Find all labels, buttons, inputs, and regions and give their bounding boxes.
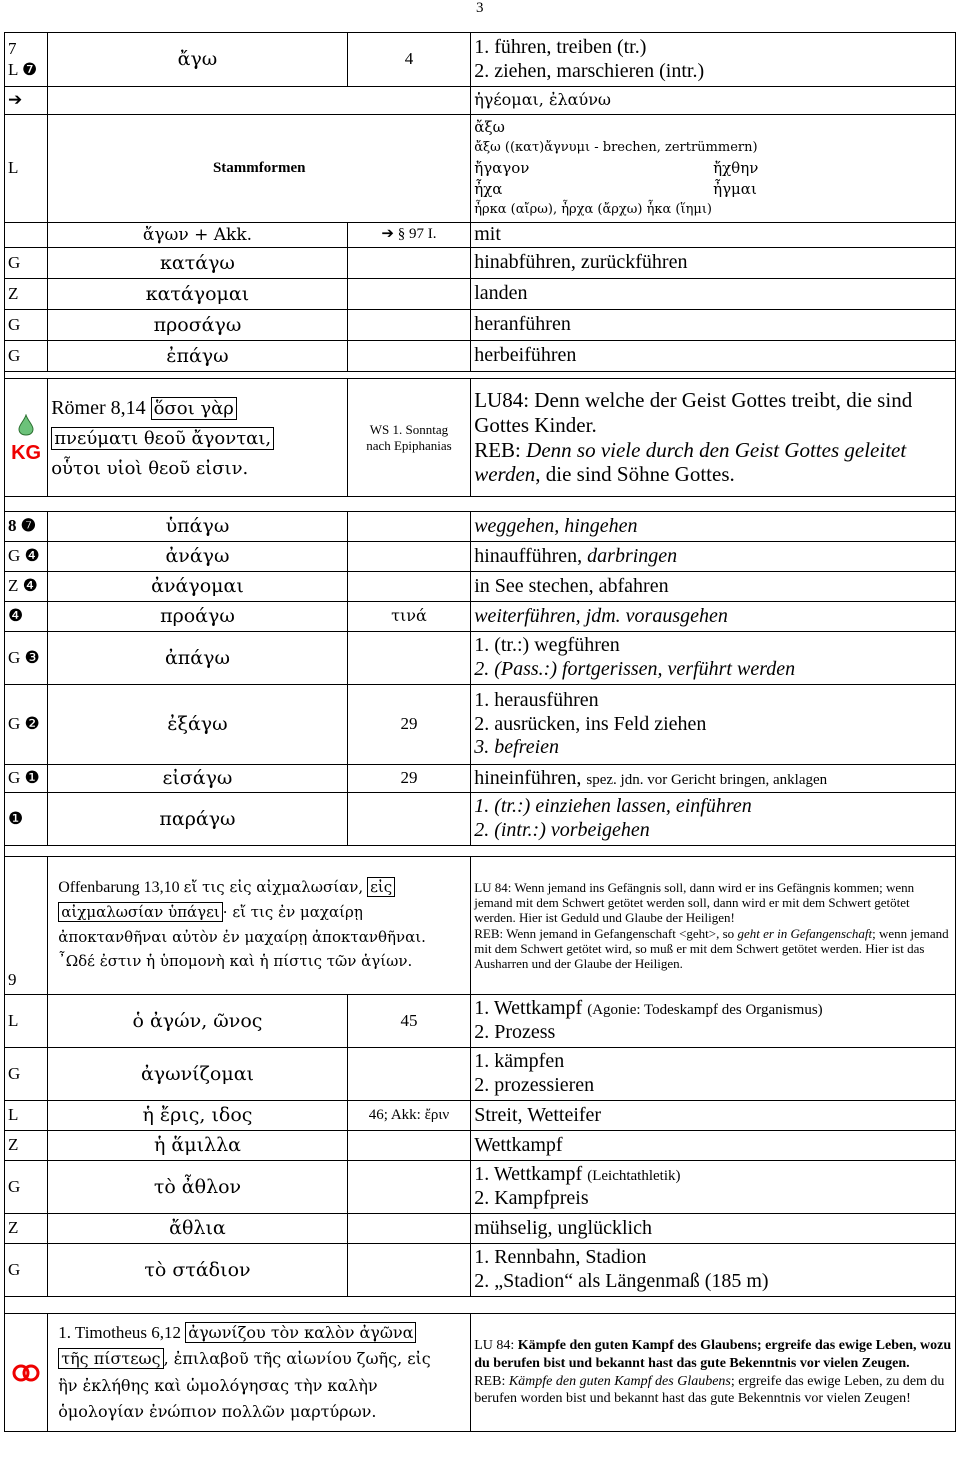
table-row: G προσάγω heranführen	[5, 310, 956, 341]
table-row: G τὸ ἆθλον 1. Wettkampf (Leichtathletik) 2. Kampfpreis	[5, 1161, 956, 1214]
stammformen-label: Stammformen	[48, 115, 471, 223]
verse-romans: Römer 8,14 ὅσοι γὰρ πνεύματι θεοῦ ἄγονται, οὗτοι υἱοὶ θεοῦ εἰσιν.	[48, 379, 348, 497]
table-row: ❶ παράγω 1. (tr.:) einziehen lassen, einführen 2. (intr.:) vorbeigehen	[5, 793, 956, 846]
table-row: Z ἄθλια mühselig, unglücklich	[5, 1214, 956, 1244]
kg-icon: KG	[11, 441, 42, 464]
verse-timothy: 1. Timotheus 6,12 ἀγωνίζου τὸν καλὸν ἀγῶνα τῆς πίστεως , ἐπιλαβοῦ τῆς αἰωνίου ζωῆς, εἰς ἣν ἐκλήθης καὶ ὡμολόγησας τὴν καλὴν ὁμολογίαν ἐνώπιον πολλῶν μαρτύρων.	[48, 1314, 471, 1432]
holy-spirit-flame-icon	[18, 414, 34, 436]
table-row: ➔ ἡγέομαι, ἐλαύνω	[5, 87, 956, 115]
page-number: 3	[476, 0, 484, 16]
translation-timothy: LU 84: Kämpfe den guten Kampf des Glaubens; ergreife das ewige Leben, wozu du berufen bist und bekannt hast das gute Bekenntnis vor vielen Zeugen. REB: Kämpfe den guten Kampf des Glaubens; ergreife das ewige Leben, zu dem du berufen worden bist und bekannt hast das gute Bekenntnis vor vielen Zeugen!	[471, 1314, 956, 1432]
table-row: Z ❹ ἀνάγομαι in See stechen, abfahren	[5, 572, 956, 602]
table-row: G τὸ στάδιον 1. Rennbahn, Stadion 2. „Stadion“ als Längenmaß (185 m)	[5, 1244, 956, 1297]
translation-romans: LU84: Denn welche der Geist Gottes treibt, die sind Gottes Kinder. REB: Denn so viele durch den Geist Gottes geleitet werden, die sind Söhne Gottes.	[471, 379, 956, 497]
table-row: 8 ❼ ὑπάγω weggehen, hingehen	[5, 512, 956, 542]
table-row: L ἡ ἔρις, ιδος 46; Akk: ἔριν Streit, Wetteifer	[5, 1101, 956, 1131]
table-row: KG Römer 8,14 ὅσοι γὰρ πνεύματι θεοῦ ἄγονται, οὗτοι υἱοὶ θεοῦ εἰσιν. WS 1. Sonntag nach Epiphanias LU84: Denn welche der Geist Gottes treibt, die sind Gottes Kinder. REB: Denn so viele durch den Geist Gottes geleitet werden, die sind Söhne Gottes.	[5, 379, 956, 497]
table-row: G ❹ ἀνάγω hinaufführen, darbringen	[5, 542, 956, 572]
table-row: G ❷ ἐξάγω 29 1. herausführen 2. ausrücken, ins Feld ziehen 3. befreien	[5, 685, 956, 765]
table-row: G ❸ ἀπάγω 1. (tr.:) wegführen 2. (Pass.:) fortgerissen, verführt werden	[5, 632, 956, 685]
wedding-rings-icon	[11, 1363, 41, 1383]
table-row	[5, 1314, 956, 1432]
table-row: 7 L ❼ ἄγω 4 1. führen, treiben (tr.) 2. ziehen, marschieren (intr.)	[5, 33, 956, 87]
table-row: ἄγων + Akk. ➔ § 97 I. mit	[5, 223, 956, 248]
translation-revelation: LU 84: Wenn jemand ins Gefängnis soll, dann wird er ins Gefängnis kommen; wenn jemand mit dem Schwert getötet werden soll, dann wird er mit dem Schwert getötet werden. Hier ist Geduld und Glaube der Heiligen! REB: Wenn jemand in Gefangenschaft <geht>, so geht er in Gefangenschaft; wenn jemand mit dem Schwert getötet wird, so muß er mit dem Schwert getötet werden. Hier ist das Ausharren und der Glaube der Heiligen.	[471, 857, 956, 995]
table-row: G ❶ εἰσάγω 29 hineinführen, spez. jdn. vor Gericht bringen, anklagen	[5, 765, 956, 793]
verse-revelation: Offenbarung 13,10 εἴ τις εἰς αἰχμαλωσίαν, εἰς αἰχμαλωσίαν ὑπάγει · εἴ τις ἐν μαχαίρῃ ἀποκτανθῆναι αὐτὸν ἐν μαχαίρῃ ἀποκτανθῆναι. ῏Ωδέ ἐστιν ἡ ὑπομονὴ καὶ ἡ πίστις τῶν ἁγίων.	[48, 857, 471, 995]
table-row: G ἐπάγω herbeiführen	[5, 341, 956, 372]
arrow-icon: ➔	[5, 87, 48, 115]
table-row: G ἀγωνίζομαι 1. kämpfen 2. prozessieren	[5, 1048, 956, 1101]
table-row: G κατάγω hinabführen, zurückführen	[5, 248, 956, 279]
table-row: ❹ προάγω τινά weiterführen, jdm. vorausgehen	[5, 602, 956, 632]
vocab-table	[4, 32, 956, 1432]
table-row: L ὁ ἀγών, ῶνος 45 1. Wettkampf (Agonie: Todeskampf des Organismus) 2. Prozess	[5, 995, 956, 1048]
table-row: 9 Offenbarung 13,10 εἴ τις εἰς αἰχμαλωσίαν, εἰς αἰχμαλωσίαν ὑπάγει · εἴ τις ἐν μαχαίρῃ ἀποκτανθῆναι αὐτὸν ἐν μαχαίρῃ ἀποκτανθῆναι. ῏Ωδέ ἐστιν ἡ ὑπομονὴ καὶ ἡ πίστις τῶν ἁγίων. LU 84: Wenn jemand ins Gefängnis soll, dann wird er ins Gefängnis kommen; wenn jemand mit dem Schwert getötet werden soll, dann wird er mit dem Schwert getötet werden. Hier ist Geduld und Glaube der Heiligen! REB: Wenn jemand in Gefangenschaft <geht>, so geht er in Gefangenschaft; wenn jemand mit dem Schwert getötet wird, so muß er mit dem Schwert getötet werden. Hier ist das Ausharren und der Glaube der Heiligen.	[5, 857, 956, 995]
greek-word: ἄγω	[48, 33, 348, 87]
table-row: L Stammformen ἄξω ἄξω ((κατ)ἄγνυμι - brechen, zertrümmern) ἤγαγον ἤχθην ἦχα ἦγμαι ἦρκα (αἴρω), ἦρχα (ἄρχω) ἧκα (ἵημι)	[5, 115, 956, 223]
table-row: Z κατάγομαι landen	[5, 279, 956, 310]
frequency: 4	[347, 33, 471, 87]
table-row: Z ἡ ἅμιλλα Wettkampf	[5, 1131, 956, 1161]
